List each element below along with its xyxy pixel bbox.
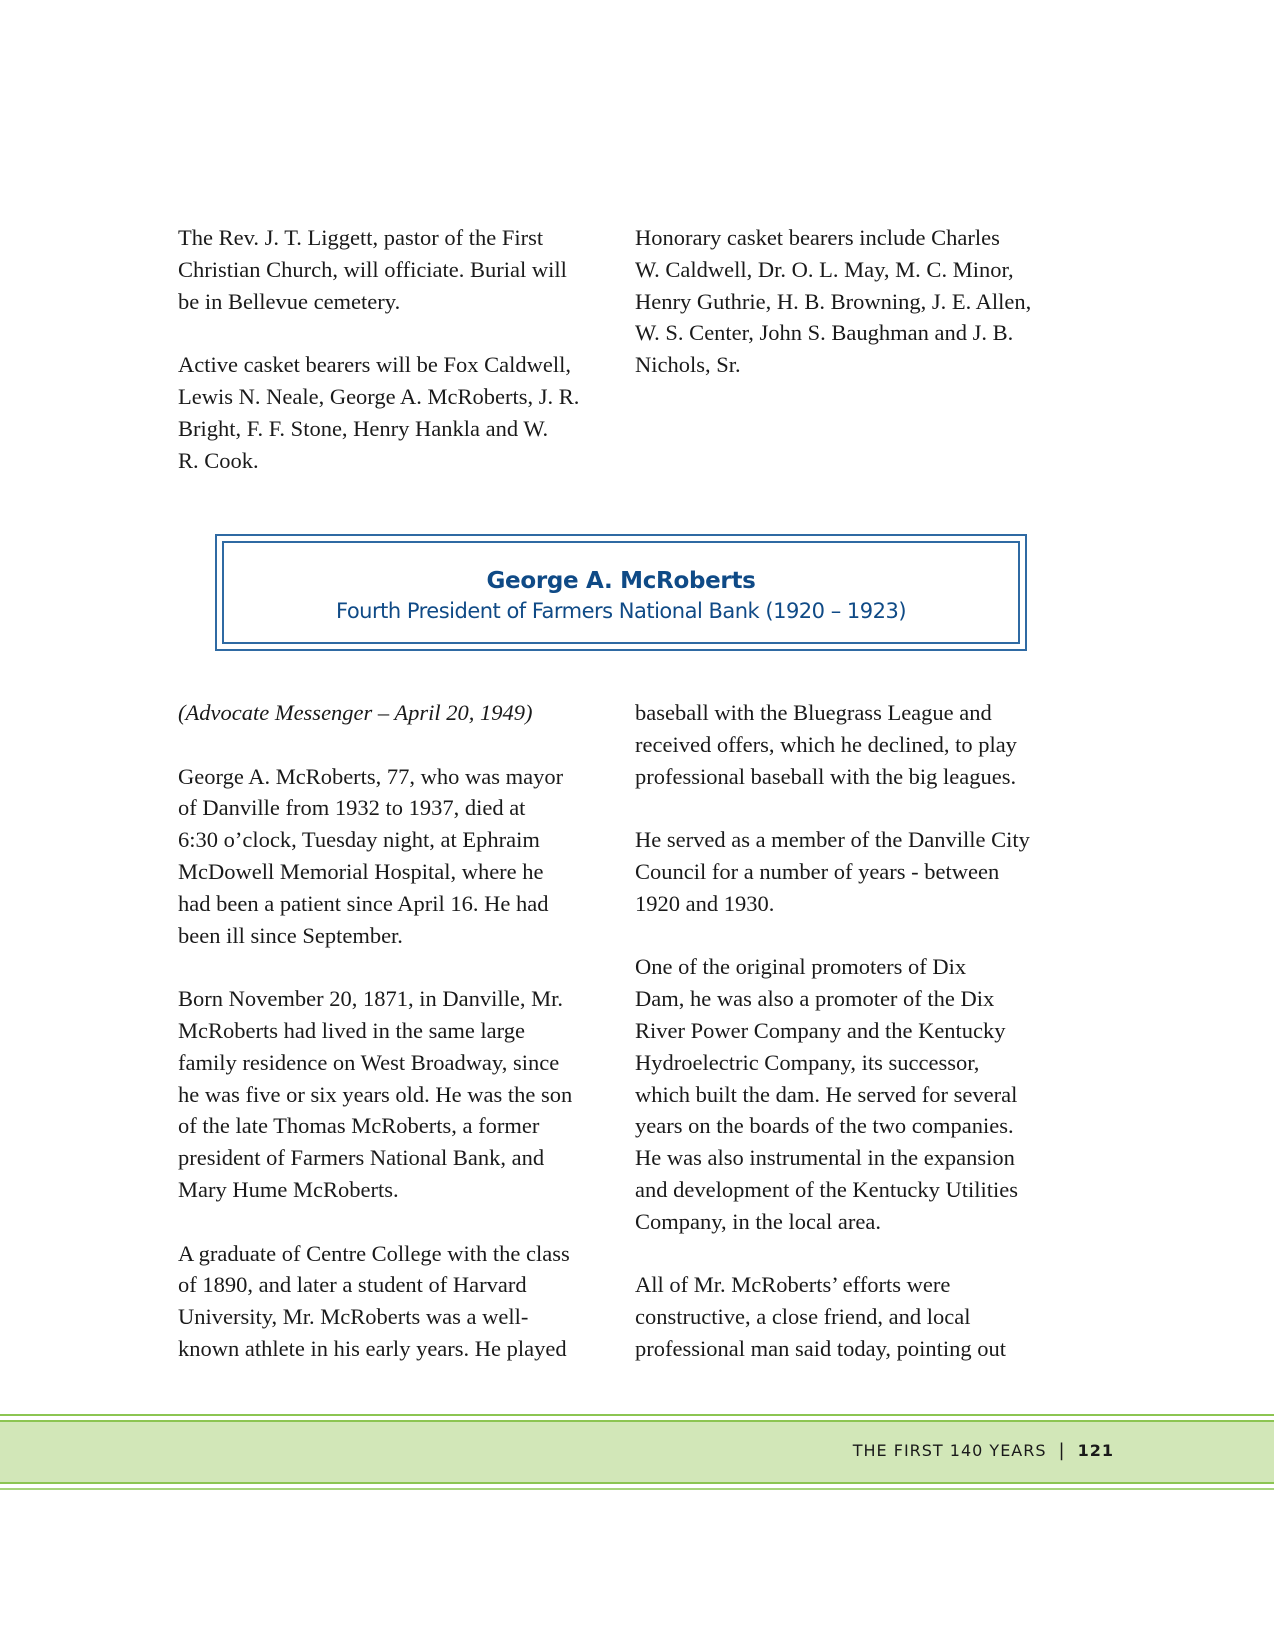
article-source: (Advocate Messenger – April 20, 1949) xyxy=(178,700,533,725)
text-line: professional man said today, pointing out xyxy=(635,1335,1006,1361)
text-line: McDowell Memorial Hospital, where he xyxy=(178,858,544,884)
text-line: received offers, which he declined, to play xyxy=(635,731,1017,757)
paragraph-gap xyxy=(635,1238,1085,1270)
text-line: Active casket bearers will be Fox Caldwell, xyxy=(178,352,572,378)
text-line: Hydroelectric Company, its successor, xyxy=(635,1049,980,1075)
article-left-column xyxy=(178,697,628,1365)
text-line: George A. McRoberts, 77, who was mayor xyxy=(178,763,564,789)
text-line: known athlete in his early years. He played xyxy=(178,1335,567,1361)
paragraph-gap xyxy=(635,920,1085,952)
top-right-column xyxy=(635,222,1085,381)
title-box-inner xyxy=(222,541,1020,644)
text-line: Company, in the local area. xyxy=(635,1208,881,1234)
paragraph-gap xyxy=(178,317,628,349)
text-line: baseball with the Bluegrass League and xyxy=(635,700,992,725)
text-line: of the late Thomas McRoberts, a former xyxy=(178,1113,540,1139)
text-line: family residence on West Broadway, since xyxy=(178,1049,560,1075)
text-line: University, Mr. McRoberts was a well- xyxy=(178,1304,529,1330)
text-line: of Danville from 1932 to 1937, died at xyxy=(178,795,526,821)
footer-rule-bottom-2 xyxy=(0,1488,1274,1490)
text-line: Mary Hume McRoberts. xyxy=(178,1176,399,1202)
text-line: 6:30 o’clock, Tuesday night, at Ephraim xyxy=(178,827,540,853)
text-line: constructive, a close friend, and local xyxy=(635,1304,971,1330)
text-line: Dam, he was also a promoter of the Dix xyxy=(635,986,995,1012)
text-line: He was also instrumental in the expansion xyxy=(635,1145,1015,1171)
text-line: W. S. Center, John S. Baughman and J. B. xyxy=(635,320,1014,346)
text-line: A graduate of Centre College with the class xyxy=(178,1240,570,1266)
text-line: W. Caldwell, Dr. O. L. May, M. C. Minor, xyxy=(635,256,1014,282)
text-line: had been a patient since April 16. He had xyxy=(178,890,549,916)
text-line: He served as a member of the Danville City xyxy=(635,827,1030,853)
title-name: George A. McRoberts xyxy=(486,567,756,594)
text-line: R. Cook. xyxy=(178,447,259,473)
text-line: Christian Church, will officiate. Burial will xyxy=(178,256,567,282)
paragraph-gap xyxy=(178,729,628,761)
text-line: Lewis N. Neale, George A. McRoberts, J. R. xyxy=(178,383,580,409)
text-line: Nichols, Sr. xyxy=(635,352,741,378)
text-line: been ill since September. xyxy=(178,922,403,948)
text-line: be in Bellevue cemetery. xyxy=(178,288,401,314)
title-box xyxy=(215,534,1027,651)
book-title: THE FIRST 140 YEARS xyxy=(852,1441,1047,1460)
text-line: professional baseball with the big leagues. xyxy=(635,763,1017,789)
text-line: president of Farmers National Bank, and xyxy=(178,1145,545,1171)
text-line: McRoberts had lived in the same large xyxy=(178,1017,525,1043)
text-line: Honorary casket bearers include Charles xyxy=(635,225,1000,250)
text-line: which built the dam. He served for several xyxy=(635,1081,1018,1107)
top-left-column xyxy=(178,222,628,476)
title-subtitle: Fourth President of Farmers National Bank (1920 – 1923) xyxy=(335,598,907,623)
page-number: 121 xyxy=(1077,1441,1114,1460)
running-footer xyxy=(853,1440,1114,1461)
text-line: River Power Company and the Kentucky xyxy=(635,1017,1006,1043)
text-line: Born November 20, 1871, in Danville, Mr. xyxy=(178,986,563,1012)
text-line: of 1890, and later a student of Harvard xyxy=(178,1272,527,1298)
text-line: he was five or six years old. He was the son xyxy=(178,1081,573,1107)
footer-separator: | xyxy=(1058,1440,1066,1461)
text-line: All of Mr. McRoberts’ efforts were xyxy=(635,1272,951,1298)
text-line: and development of the Kentucky Utilities xyxy=(635,1176,1019,1202)
text-line: Henry Guthrie, H. B. Browning, J. E. Allen, xyxy=(635,288,1032,314)
paragraph-gap xyxy=(178,1206,628,1238)
article-right-column xyxy=(635,697,1085,1365)
paragraph-gap xyxy=(635,792,1085,824)
footer-rule-bottom-1 xyxy=(0,1482,1274,1484)
text-line: 1920 and 1930. xyxy=(635,890,775,916)
text-line: One of the original promoters of Dix xyxy=(635,954,967,980)
text-line: Bright, F. F. Stone, Henry Hankla and W. xyxy=(178,415,549,441)
text-line: Council for a number of years - between xyxy=(635,858,1000,884)
text-line: years on the boards of the two companies. xyxy=(635,1113,1014,1139)
text-line: The Rev. J. T. Liggett, pastor of the First xyxy=(178,225,544,250)
paragraph-gap xyxy=(178,951,628,983)
footer-rule-top-1 xyxy=(0,1414,1274,1416)
